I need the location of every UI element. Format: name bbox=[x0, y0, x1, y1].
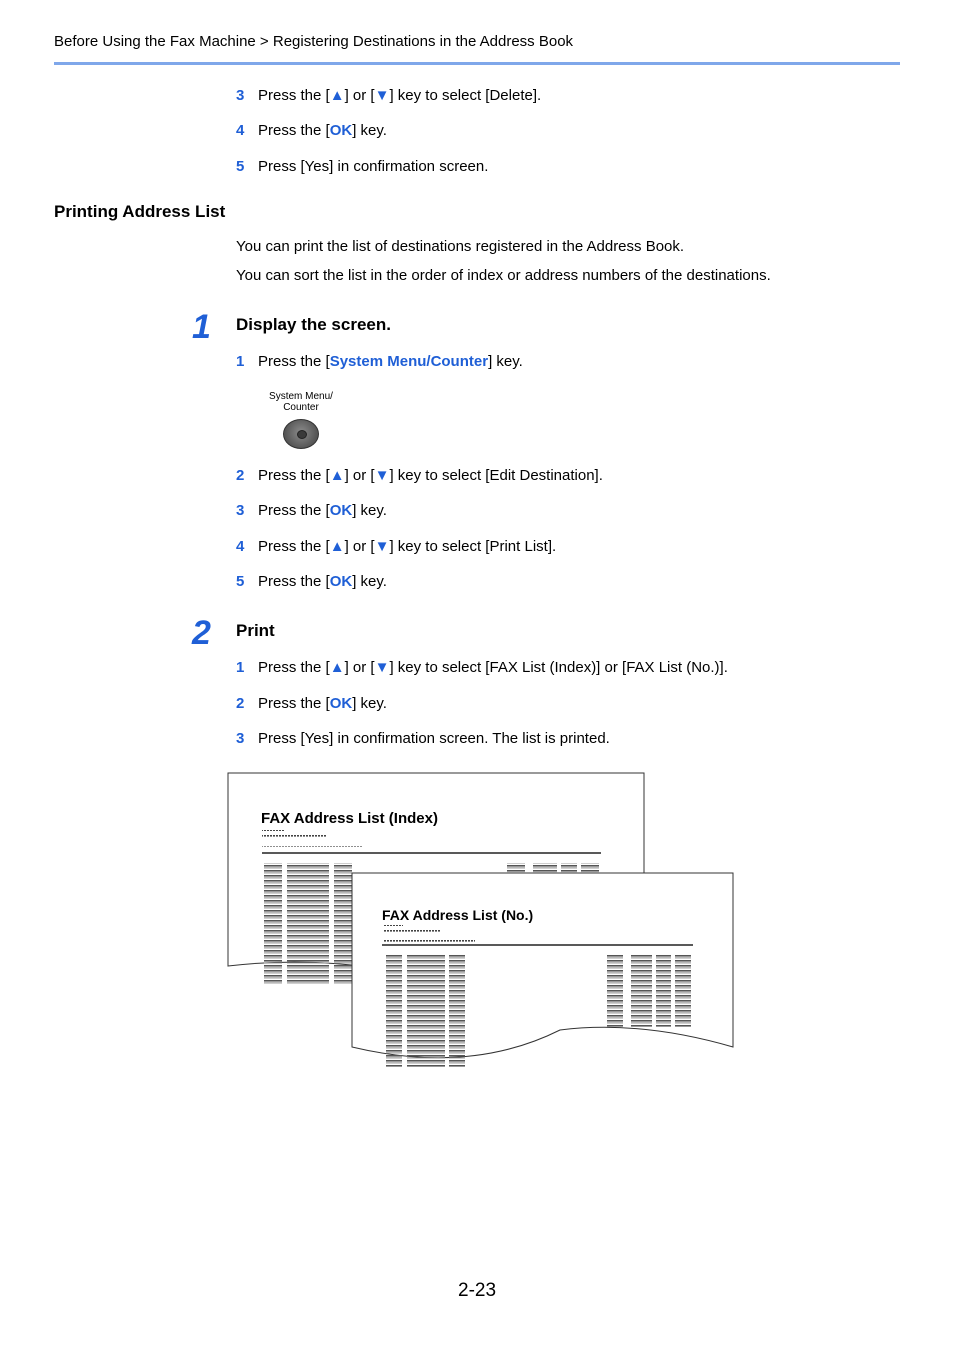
substep: 3 Press [Yes] in confirmation screen. The list is printed. bbox=[236, 730, 610, 747]
ok-key-label: OK bbox=[329, 502, 353, 519]
section-title: Printing Address List bbox=[54, 202, 226, 221]
down-arrow-icon: ▼ bbox=[374, 538, 390, 555]
step-confirm: 5 Press [Yes] in confirmation screen. bbox=[236, 158, 489, 175]
step-delete: 3 Press the [▲] or [▼] key to select [Delete]. bbox=[236, 87, 542, 104]
up-arrow-icon: ▲ bbox=[329, 659, 345, 676]
down-arrow-icon: ▼ bbox=[374, 87, 390, 104]
down-arrow-icon: ▼ bbox=[374, 467, 390, 484]
ok-key-label: OK bbox=[329, 573, 353, 590]
step-2-number: 2 bbox=[192, 614, 211, 652]
substep: 3 Press the [OK] key. bbox=[236, 502, 387, 519]
step-number: 3 bbox=[236, 87, 245, 104]
intro-paragraph: You can sort the list in the order of index or address numbers of the destinations. bbox=[236, 267, 771, 284]
ok-key-label: OK bbox=[329, 695, 353, 712]
ok-key-label: OK bbox=[329, 122, 353, 139]
step-1-number: 1 bbox=[192, 308, 211, 346]
step-number: 5 bbox=[236, 158, 245, 175]
system-menu-key-caption: System Menu/ Counter bbox=[269, 391, 333, 413]
substep: 2 Press the [OK] key. bbox=[236, 695, 387, 712]
substep: 5 Press the [OK] key. bbox=[236, 573, 387, 590]
substep: 2 Press the [▲] or [▼] key to select [Edit Destination]. bbox=[236, 467, 603, 484]
step-2-title: Print bbox=[236, 621, 275, 640]
step-1-title: Display the screen. bbox=[236, 315, 391, 334]
page-number: 2-23 bbox=[458, 1280, 497, 1301]
intro-paragraph: You can print the list of destinations registered in the Address Book. bbox=[236, 238, 685, 255]
fax-list-index-title: FAX Address List (Index) bbox=[261, 810, 438, 827]
fax-list-no-title: FAX Address List (No.) bbox=[382, 907, 534, 923]
step-number: 4 bbox=[236, 122, 245, 139]
breadcrumb: Before Using the Fax Machine > Registering Destinations in the Address Book bbox=[54, 33, 574, 50]
system-menu-key-label: System Menu/Counter bbox=[329, 353, 489, 370]
up-arrow-icon: ▲ bbox=[329, 538, 345, 555]
substep: 1 Press the [System Menu/Counter] key. bbox=[236, 353, 523, 370]
up-arrow-icon: ▲ bbox=[329, 467, 345, 484]
substep: 1 Press the [▲] or [▼] key to select [FAX List (Index)] or [FAX List (No.)]. bbox=[236, 659, 728, 676]
down-arrow-icon: ▼ bbox=[374, 659, 390, 676]
up-arrow-icon: ▲ bbox=[329, 87, 345, 104]
step-ok: 4 Press the [OK] key. bbox=[236, 122, 387, 139]
substep: 4 Press the [▲] or [▼] key to select [Print List]. bbox=[236, 538, 557, 555]
